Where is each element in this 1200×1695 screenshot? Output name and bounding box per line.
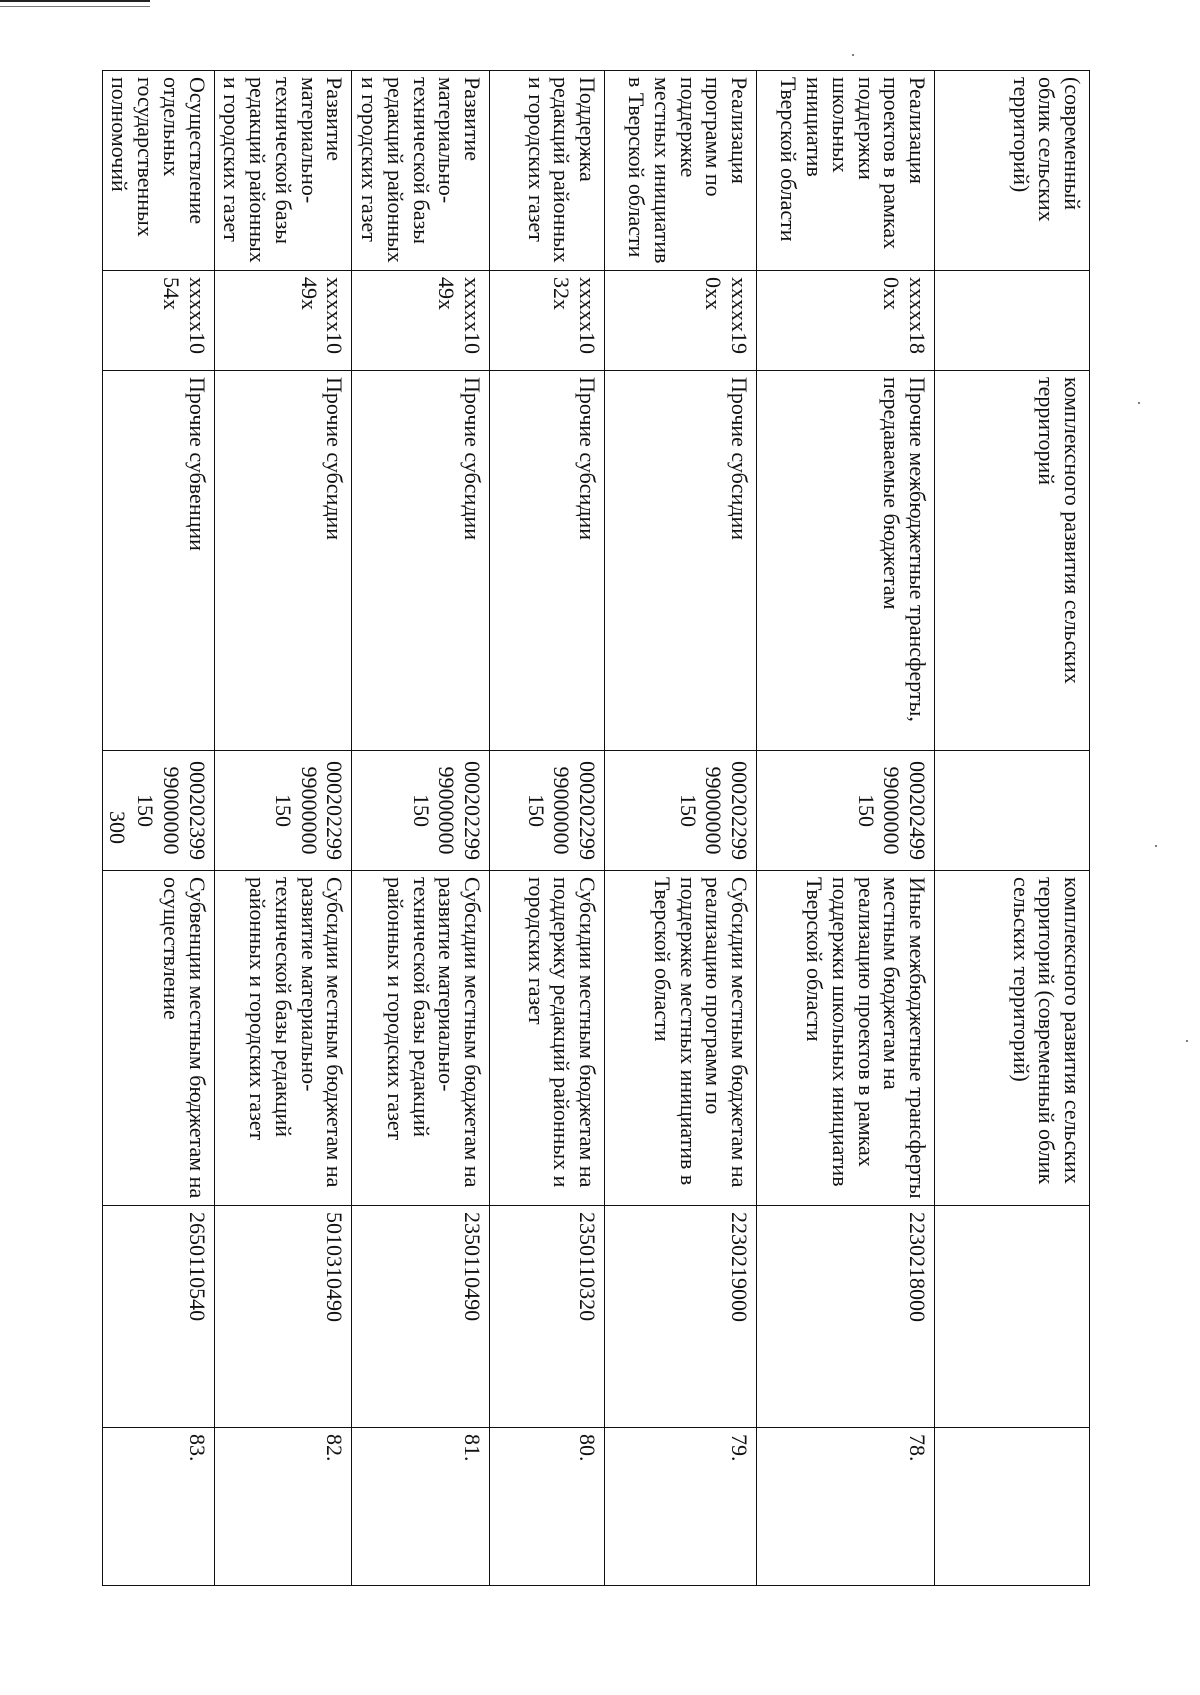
cell-code: xxxxx1032x (490, 271, 605, 371)
cell-target-code (935, 1206, 1090, 1428)
cell-target-code: 5010310490 (214, 1206, 352, 1428)
cell-kbk-name: Прочие субсидии (490, 371, 605, 751)
cell-kbk-name: Прочие субсидии (352, 371, 490, 751)
cell-kbk: 00020249999000000 150 (757, 751, 935, 871)
cell-kbk: 00020229999000000 150 (605, 751, 757, 871)
cell-code: xxxxx190xx (605, 271, 757, 371)
cell-code: xxxxx180xx (757, 271, 935, 371)
table-body (102, 71, 1089, 1586)
cell-target-code: 2230219000 (605, 1206, 757, 1428)
cell-num: 82. (214, 1428, 352, 1586)
cell-kbk-name: Прочие межбюджетные трансферты, передаваемые бюджетам (757, 371, 935, 751)
cell-kbk-name: Прочие субсидии (214, 371, 352, 751)
budget-table (102, 70, 1090, 1586)
page-number: 300 (105, 811, 130, 844)
table-row (352, 71, 490, 1586)
cell-target-code: 2350110490 (352, 1206, 490, 1428)
cell-kbk: 00020239999000000 150 (102, 751, 214, 871)
cell-target-code: 2350110320 (490, 1206, 605, 1428)
cell-num: 81. (352, 1428, 490, 1586)
cell-kbk (935, 751, 1090, 871)
scan-speck (1138, 402, 1140, 404)
cell-target-name: Иные межбюджетные трансферты местным бюджетам на реализацию проектов в рамках поддержки школьных инициатив Тверской области (757, 871, 935, 1206)
table-row (214, 71, 352, 1586)
cell-purpose: Развитие материально-технической базы редакций районных и городских газет (352, 71, 490, 271)
cell-purpose: Поддержка редакций районных и городских газет (490, 71, 605, 271)
cell-code (935, 271, 1090, 371)
cell-kbk: 00020229999000000 150 (352, 751, 490, 871)
scan-edge-mark (0, 0, 150, 7)
table-row (935, 71, 1090, 1586)
scan-speck (852, 54, 854, 56)
cell-target-name: комплексного развития сельских территорий (современный облик сельских территорий) (935, 871, 1090, 1206)
cell-kbk-name: Прочие субсидии (605, 371, 757, 751)
cell-target-name: Субсидии местным бюджетам на поддержку редакций районных и городских газет (490, 871, 605, 1206)
cell-target-name: Субсидии местным бюджетам на развитие материально-технической базы редакций районных и городских газет (214, 871, 352, 1206)
table-row (757, 71, 935, 1586)
cell-target-name: Субсидии местным бюджетам на реализацию программ по поддержке местных инициатив в Тверской области (605, 871, 757, 1206)
scan-speck (1155, 845, 1157, 847)
cell-kbk: 00020229999000000 150 (214, 751, 352, 871)
table-row (605, 71, 757, 1586)
cell-num: 80. (490, 1428, 605, 1586)
cell-purpose: (современный облик сельских территорий) (935, 71, 1090, 271)
rotated-page (80, 70, 1090, 1585)
cell-num: 83. (102, 1428, 214, 1586)
cell-target-name: Субвенции местным бюджетам на осуществление (102, 871, 214, 1206)
cell-purpose: Развитие материально-технической базы редакций районных и городских газет (214, 71, 352, 271)
cell-code: xxxxx1049x (352, 271, 490, 371)
table-row (490, 71, 605, 1586)
cell-kbk: 00020229999000000 150 (490, 751, 605, 871)
cell-num: 79. (605, 1428, 757, 1586)
cell-kbk-name: Прочие субвенции (102, 371, 214, 751)
cell-target-name: Субсидии местным бюджетам на развитие материально-технической базы редакций районных и городских газет (352, 871, 490, 1206)
cell-purpose: Реализация программ по поддержке местных инициатив в Тверской области (605, 71, 757, 271)
cell-target-code: 2650110540 (102, 1206, 214, 1428)
scan-speck (1186, 1040, 1188, 1042)
cell-purpose: Осуществление отдельных государственных полномочий (102, 71, 214, 271)
cell-purpose: Реализация проектов в рамках поддержки школьных инициатив Тверской области (757, 71, 935, 271)
cell-code: xxxxx1049x (214, 271, 352, 371)
cell-num: 78. (757, 1428, 935, 1586)
cell-num (935, 1428, 1090, 1586)
cell-code: xxxxx1054x (102, 271, 214, 371)
cell-target-code: 2230218000 (757, 1206, 935, 1428)
cell-kbk-name: комплексного развития сельских территорий (935, 371, 1090, 751)
